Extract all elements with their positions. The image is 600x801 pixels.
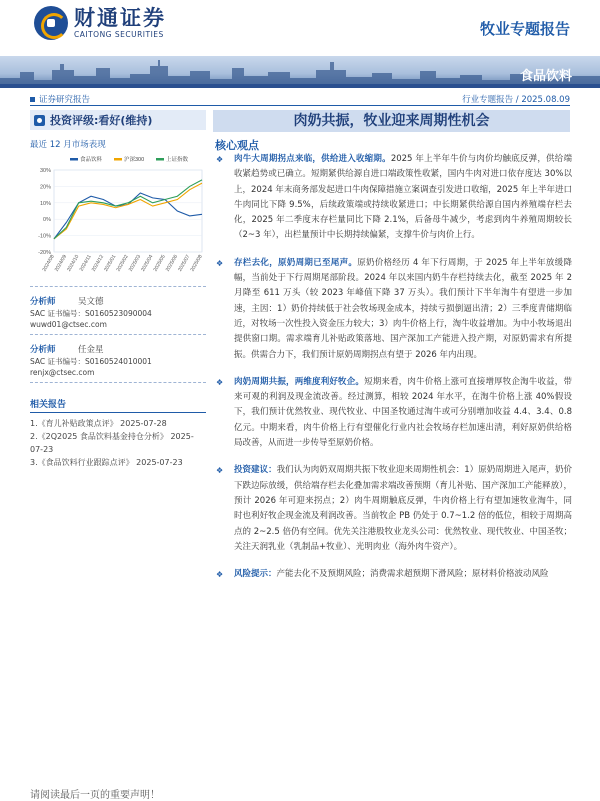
market-chart-svg <box>30 154 206 282</box>
related-reports-title: 相关报告 <box>30 397 206 413</box>
key-point-head: 投资建议： <box>234 465 277 476</box>
x-tick-label: 2024/08 <box>41 254 56 273</box>
y-tick-label: -10% <box>38 233 51 240</box>
analyst-email[interactable]: renjx@ctsec.com <box>30 368 95 377</box>
key-point-body: 我们认为肉奶双周期共振下牧业迎来周期性机会：1）原奶周期进入尾声，奶价下跌边际放缓，供给端存栏去化叠加需求端改善预期（育儿补贴、国产深加工产能释放），预计 2026 年可迎来拐点；2）肉牛周期触底反弹，牛肉价格上行有望加速牧业淘牛，同时也利好牧企现金流及利润改善。当前牧企 PB 仍处于 0.7~1.2 倍的低位，相较于周期高点的 2~2.5 倍仍有空间。优先关注港股牧业龙头公司：优然牧业、现代牧业、中国圣牧；关注天润乳业（乳制品+牧业）、光明肉业（海外肉牛资产）。 <box>234 465 572 552</box>
y-tick-label: 0% <box>43 217 51 224</box>
x-tick-label: 2024/12 <box>90 254 106 273</box>
x-tick-label: 2025/03 <box>127 254 143 273</box>
analyst-sac: SAC 证书编号：S0160524010001 <box>30 357 152 366</box>
y-tick-label: 10% <box>39 200 51 207</box>
legend-label: 上证指数 <box>166 157 189 163</box>
banner-bar <box>0 84 600 88</box>
x-tick-label: 2025/04 <box>140 254 155 273</box>
report-title: 肉奶共振，牧业迎来周期性机会 <box>213 110 570 132</box>
market-chart <box>30 154 206 282</box>
rating-icon <box>34 115 45 126</box>
logo-icon <box>34 6 68 40</box>
sidebar <box>30 110 206 469</box>
analyst-email[interactable]: wuwd01@ctsec.com <box>30 320 107 329</box>
analyst-name: 任金星 <box>78 345 104 355</box>
footer-disclaimer: 请阅读最后一页的重要声明！ <box>30 790 160 801</box>
y-tick-label: 30% <box>39 168 51 174</box>
x-tick-label: 2024/11 <box>78 254 93 273</box>
key-point-body: 原奶价格经历 4 年下行周期，于 2025 年上半年放缓降幅，当前处于下行周期尾部阶段。2024 年以来国内奶牛存栏持续去化，截至 2025 年 2 月降至 611 万头（较 2023 年峰值下降 37 万头）。我们预计下半年淘牛有望进一步加速，主因：1）奶价持续低于社会牧场现金成本，持续亏损倒逼出清；2）三季度青储期临近，对牧场一次性投入资金压力较大；3）肉牛价格上行，淘牛收益增加。为中小牧场退出提供窗口期。需求端育儿补贴政策落地、国产深加工产能进入投产期，对原奶需求有所提振。供需合力下，我们预计原奶周期拐点有望于 2026 年内出现。 <box>234 257 572 360</box>
x-tick-label: 2024/10 <box>66 254 81 273</box>
section-heading: 核心观点 <box>215 139 259 152</box>
diamond-bullet-icon: ❖ <box>216 377 224 387</box>
market-title: 最近 12 月市场表现 <box>30 140 106 150</box>
divider <box>30 286 206 287</box>
key-point <box>216 567 572 582</box>
subhead-left <box>30 93 90 105</box>
x-tick-label: 2025/08 <box>189 254 204 273</box>
key-point <box>216 463 572 555</box>
related-report-item[interactable]: 1.《育儿补贴政策点评》 2025-07-28 <box>30 419 167 428</box>
y-tick-label: -20% <box>38 250 51 256</box>
square-icon <box>30 97 35 102</box>
diamond-bullet-icon: ❖ <box>216 258 224 268</box>
related-report-item[interactable]: 3.《食品饮料行业跟踪点评》 2025-07-23 <box>30 458 183 467</box>
legend-label: 食品饮料 <box>80 157 103 163</box>
subhead-rule <box>30 105 570 106</box>
analyst-block-1 <box>30 297 206 330</box>
series-line-1 <box>54 193 202 239</box>
divider <box>30 382 206 383</box>
x-tick-label: 2025/07 <box>177 254 192 273</box>
key-point-head: 肉奶周期共振，两维度利好牧企。 <box>234 376 365 387</box>
logo-text-en: CAITONG SECURITIES <box>74 30 164 39</box>
subhead-right: 行业专题报告 / 2025.08.09 <box>462 95 570 105</box>
x-tick-label: 2024/09 <box>53 254 69 273</box>
industry-tag: 食品饮料 <box>519 69 572 84</box>
subhead-left-text: 证券研究报告 <box>39 95 91 105</box>
key-point-body: 短期来看，肉牛价格上涨可直接增厚牧企淘牛收益，带来可观的利润及现金流改善。经过测算，相较 2024 年水平，在淘牛价格上涨 40%假设下，我们预计优然牧业、现代牧业、中国圣牧通过淘牛或可分别增加收益 4.4、3.4、0.8 亿元。中期来看，肉牛价格上行有望催化行业内社会牧场存栏加速出清，利好原奶供给格局改善，从而进一步传导至原奶价格。 <box>234 376 572 449</box>
key-point-head: 肉牛大周期拐点来临，供给进入收缩期。 <box>234 154 391 164</box>
analyst-block-2 <box>30 345 206 378</box>
analyst-role: 分析师 <box>30 297 56 307</box>
legend-swatch <box>70 158 78 161</box>
x-tick-label: 2025/06 <box>164 254 180 273</box>
diamond-bullet-icon: ❖ <box>216 570 224 580</box>
logo-text-cn: 财通证券 <box>74 6 166 30</box>
diamond-bullet-icon: ❖ <box>216 466 224 476</box>
key-point-body: 2025 年上半年牛价与肉价均触底反弹，供给端收紧趋势或已确立。短期紧供给源自进口端政策性收紧，国内牛肉对进口依存度达 30%以上，2024 年末商务部发起进口牛肉保障措施立案调查引发进口收缩，2025 年上半年进口牛肉同比下降 9.5%，后续政策端或持续收紧进口；中长期紧供给源自国内养殖端存栏去化，2025 年二季度末存栏量同比下降 2.1%，后备母牛减少，考虑到肉牛养殖周期较长（2~3 年），出栏量预计中长期持续偏紧，支撑牛价与肉价上行。 <box>234 154 572 241</box>
key-point-body: 产能去化不及预期风险；消费需求超预期下滑风险；原材料价格波动风险 <box>276 569 549 580</box>
analyst-name: 吴文德 <box>78 297 104 307</box>
x-tick-label: 2025/02 <box>115 254 130 273</box>
key-point-head: 存栏去化，原奶周期已至尾声。 <box>234 257 358 268</box>
company-logo <box>34 6 166 40</box>
analyst-role: 分析师 <box>30 345 56 355</box>
diamond-bullet-icon: ❖ <box>216 155 224 164</box>
rating-text: 投资评级:看好(维持) <box>50 114 153 127</box>
series-line-2 <box>54 183 202 239</box>
x-tick-label: 2025/05 <box>152 254 167 273</box>
report-type: 牧业专题报告 <box>479 20 570 38</box>
series-line-3 <box>54 180 202 239</box>
x-tick-label: 2025/01 <box>103 254 118 273</box>
key-point <box>216 152 572 244</box>
legend-swatch <box>114 158 122 161</box>
key-point-head: 风险提示： <box>234 569 277 580</box>
rating-box <box>30 110 206 130</box>
key-points <box>216 152 572 594</box>
analyst-sac: SAC 证书编号：S0160523090004 <box>30 309 152 318</box>
y-tick-label: 20% <box>39 184 51 191</box>
related-reports-list <box>30 417 206 469</box>
related-report-item[interactable]: 2.《2Q2025 食品饮料基金持仓分析》 2025-07-23 <box>30 432 194 454</box>
legend-swatch <box>156 158 164 161</box>
legend-label: 沪深300 <box>124 157 145 163</box>
divider <box>30 334 206 335</box>
key-point <box>216 375 572 451</box>
key-point <box>216 256 572 363</box>
